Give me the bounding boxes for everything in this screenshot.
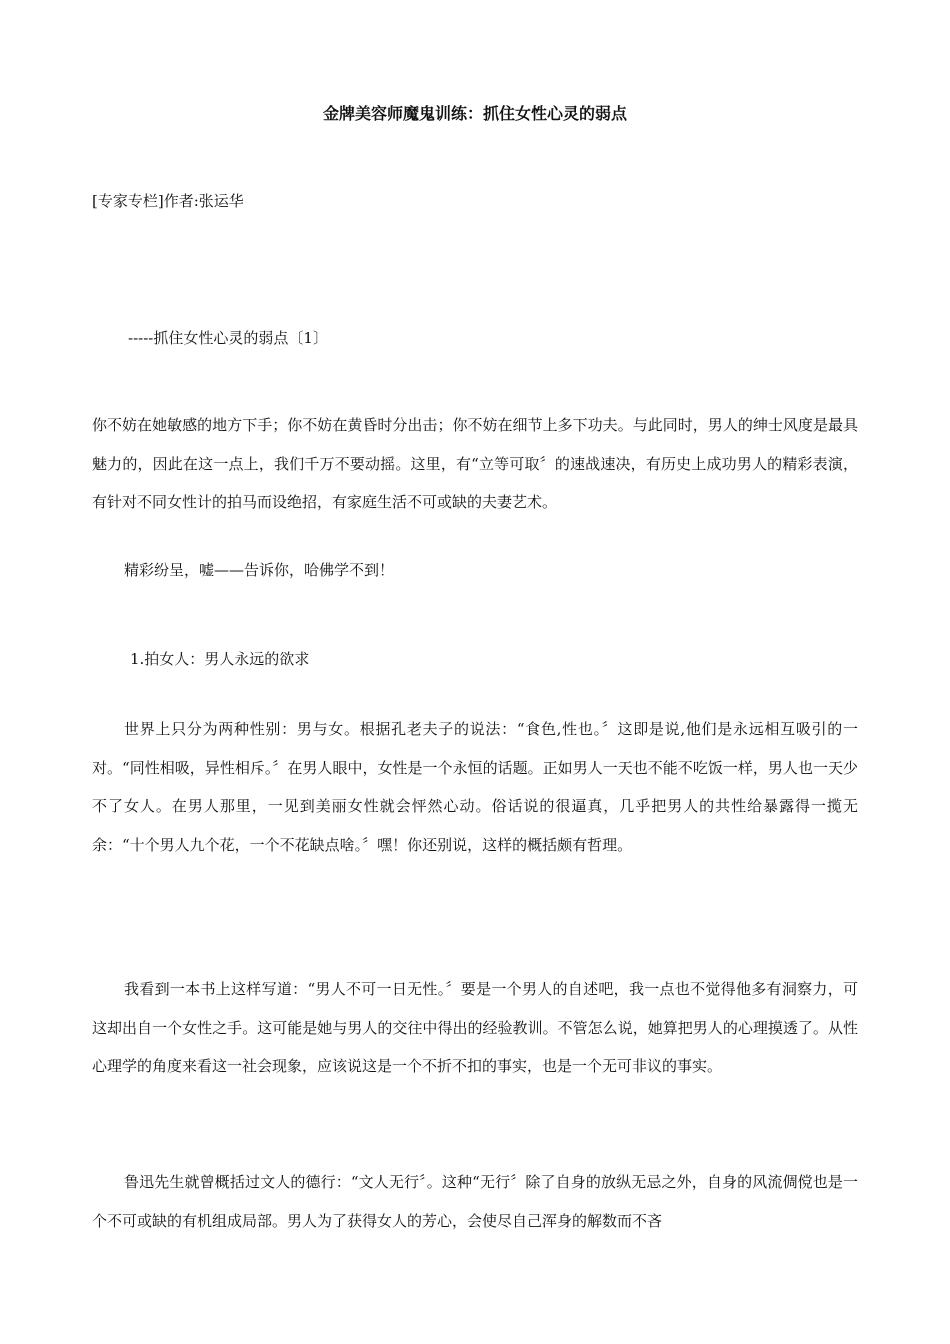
document-title: 金牌美容师魔鬼训练：抓住女性心灵的弱点 — [322, 104, 627, 123]
intro-paragraph: 你不妨在她敏感的地方下手；你不妨在黄昏时分出击；你不妨在细节上多下功夫。与此同时，男人的绅士风度是最具魅力的，因此在这一点上，我们千万不要动摇。这里，有“立等可取〞的速战速决，有历史上成功男人的精彩表演，有针对不同女性计的拍马而设绝招，有家庭生活不可或缺的夫妻艺术。 — [92, 416, 858, 511]
section-heading-1: 1.拍女人：男人永远的欲求 — [130, 650, 310, 668]
tagline-paragraph: 精彩纷呈，嘘——告诉你，哈佛学不到！ — [124, 561, 395, 579]
section-subtitle: -----抓住女性心灵的弱点〔1〕 — [128, 329, 328, 347]
body-paragraph: 鲁迅先生就曾概括过文人的德行：“文人无行〞。这种“无行〞除了自身的放纵无忌之外，自身的风流倜傥也是一个不可或缺的有机组成局部。男人为了获得女人的芳心，会使尽自己浑身的解数而不吝 — [92, 1173, 858, 1230]
body-paragraph: 世界上只分为两种性别：男与女。根据孔老夫子的说法：“食色,性也。〞这即是说,他们是永远相互吸引的一对。“同性相吸，异性相斥。〞在男人眼中，女性是一个永恒的话题。正如男人一天也不能不吃饭一样，男人也一天少不了女人。在男人那里，一见到美丽女性就会怦然心动。俗话说的很逼真，几乎把男人的共性给暴露得一揽无余：“十个男人九个花，一个不花缺点啥。〞嘿！你还别说，这样的概括颇有哲理。 — [92, 720, 858, 854]
body-paragraph: 我看到一本书上这样写道：“男人不可一日无性。〞要是一个男人的自述吧，我一点也不觉得他多有洞察力，可这却出自一个女性之手。这可能是她与男人的交往中得出的经验教训。不管怎么说，她算把男人的心理摸透了。从性心理学的角度来看这一社会现象，应该说这是一个不折不扣的事实，也是一个无可非议的事实。 — [92, 980, 858, 1075]
author-byline: [专家专栏]作者:张运华 — [92, 192, 244, 210]
